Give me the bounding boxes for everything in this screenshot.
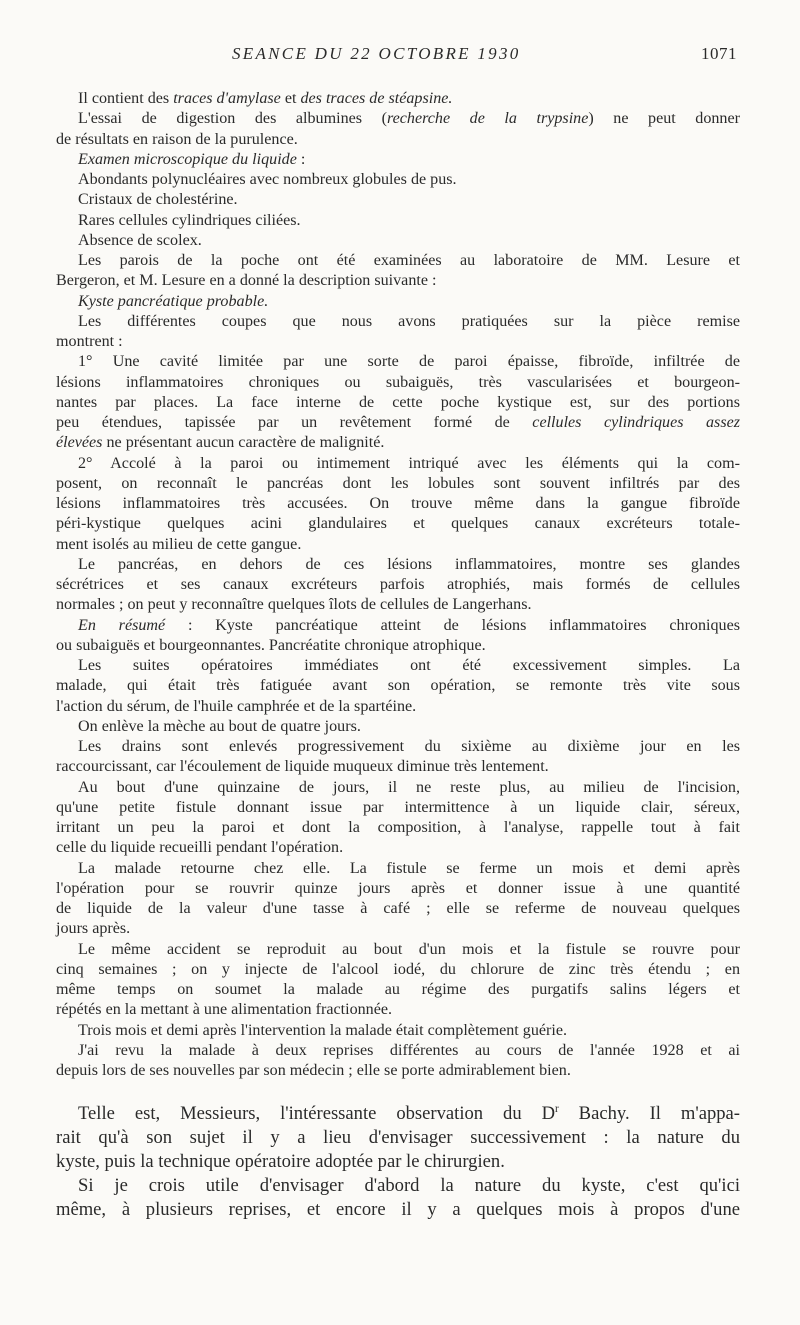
- case-report-line: [56, 676, 740, 696]
- case-report-line: [56, 960, 740, 980]
- case-report-line: [56, 433, 740, 453]
- text-run: celle du liquide recueilli pendant l'opération.: [56, 839, 344, 857]
- case-report-line: [56, 697, 740, 717]
- header-title: SEANCE DU 22 OCTOBRE 1930: [232, 44, 521, 63]
- case-report-line: [56, 595, 740, 615]
- text-run: qu'une petite fistule donnant issue par intermittence à un liquide clair, séreux,: [56, 798, 740, 816]
- case-report-line: [56, 413, 740, 433]
- case-report-line: [56, 454, 740, 474]
- case-report-line: [56, 737, 740, 757]
- text-run: irritant un peu la paroi et dont la composition, à l'analyse, rappelle tout à fait: [56, 819, 740, 836]
- text-run: :: [296, 150, 306, 168]
- text-run: Abondants polynucléaires avec nombreux globules de pus.: [78, 171, 457, 188]
- discussion-line: [56, 1174, 740, 1198]
- case-report-line: [56, 980, 740, 1000]
- running-header: [0, 44, 800, 68]
- text-run: Si je crois utile d'envisager d'abord la nature du kyste, c'est qu'ici: [78, 1175, 740, 1197]
- case-report-line: [56, 292, 740, 312]
- text-run: posent, on reconnaît le pancréas dont les lobules sont souvent infiltrés par des: [56, 474, 740, 492]
- case-report-line: [56, 919, 740, 939]
- text-run: l'action du sérum, de l'huile camphrée et de la spartéine.: [56, 697, 417, 715]
- text-run: Au bout d'une quinzaine de jours, il ne reste plus, au milieu de l'incision,: [78, 778, 740, 796]
- case-report-line: [56, 190, 740, 210]
- text-run: Bergeron, et M. Lesure en a donné la description suivante :: [56, 272, 437, 290]
- text-run: lésions inflammatoires chroniques ou subaiguës, très vascularisées et bourgeon-: [56, 373, 740, 391]
- case-report-line: [56, 109, 740, 129]
- text-run: Absence de scolex.: [78, 231, 202, 249]
- discussion-line: [56, 1198, 740, 1222]
- case-report-line: [56, 332, 740, 352]
- case-report-line: [56, 211, 740, 231]
- case-report-line: [56, 89, 740, 109]
- text-run: peu étendues, tapissée par un revêtement formé de: [56, 414, 533, 431]
- case-report-line: [56, 879, 740, 899]
- case-report-line: [56, 636, 740, 656]
- case-report-line: [56, 940, 740, 960]
- text-run: Trois mois et demi après l'intervention la malade était complètement guérie.: [78, 1021, 568, 1039]
- text-run: montrent :: [56, 333, 123, 350]
- text-run: cinq semaines ; on y injecte de l'alcool iodé, du chlorure de zinc très étendu ; en: [56, 960, 740, 978]
- discussion-text: [56, 1097, 740, 1222]
- text-run: 2° Accolé à la paroi ou intimement intriqué avec les éléments qui la com-: [78, 454, 740, 472]
- italic-text: Examen microscopique du liquide: [78, 150, 297, 168]
- text-run: Les parois de la poche ont été examinées au laboratoire de MM. Lesure et: [78, 252, 740, 269]
- text-run: ment isolés au milieu de cette gangue.: [56, 535, 302, 553]
- case-report-line: [56, 393, 740, 413]
- text-run: de résultats en raison de la purulence.: [56, 130, 298, 148]
- text-run: rait qu'à son sujet il y a lieu d'envisager successivement : la nature du: [56, 1127, 740, 1149]
- case-report-text: [56, 89, 740, 1081]
- text-run: On enlève la mèche au bout de quatre jours.: [78, 717, 361, 735]
- italic-text: recherche de la trypsine: [386, 110, 589, 128]
- italic-text: Kyste pancréatique probable.: [78, 292, 269, 310]
- case-report-line: [56, 798, 740, 818]
- text-run: : Kyste pancréatique atteint de lésions inflammatoires chroniques: [165, 616, 740, 634]
- text-run: même, à plusieurs reprises, et encore il y a quelques mois à propos d'une: [56, 1199, 740, 1221]
- case-report-line: [56, 757, 740, 777]
- text-run: Cristaux de cholestérine.: [78, 191, 238, 209]
- text-run: depuis lors de ses nouvelles par son médecin ; elle se porte admirablement bien.: [56, 1062, 571, 1079]
- case-report-line: [56, 312, 740, 332]
- italic-text: En résumé: [78, 616, 166, 634]
- text-run: Telle est, Messieurs, l'intéressante observation du D: [78, 1103, 556, 1125]
- case-report-line: [56, 656, 740, 676]
- text-run: Le pancréas, en dehors de ces lésions inflammatoires, montre ses glandes: [78, 555, 740, 573]
- text-run: J'ai revu la malade à deux reprises différentes au cours de l'année 1928 et ai: [78, 1041, 740, 1059]
- text-run: et: [280, 90, 301, 107]
- text-run: Il contient des: [78, 90, 174, 107]
- text-run: kyste, puis la technique opératoire adoptée par le chirurgien.: [56, 1151, 505, 1173]
- text-run: péri-kystique quelques acini glandulaires et quelques canaux excréteurs totale-: [56, 515, 740, 533]
- discussion-line: [56, 1126, 740, 1150]
- case-report-line: [56, 818, 740, 838]
- discussion-line: [56, 1150, 740, 1174]
- case-report-line: [56, 1061, 740, 1081]
- text-run: Bachy. Il m'appa-: [558, 1103, 740, 1125]
- case-report-line: [56, 271, 740, 291]
- text-run: jours après.: [56, 920, 131, 938]
- case-report-line: [56, 1000, 740, 1020]
- case-report-line: [56, 1021, 740, 1041]
- case-report-line: [56, 170, 740, 190]
- case-report-line: [56, 555, 740, 575]
- text-run: normales ; on peut y reconnaître quelques îlots de cellules de Langerhans.: [56, 596, 532, 614]
- page-number: 1071: [701, 44, 737, 63]
- text-run: La malade retourne chez elle. La fistule se ferme un mois et demi après: [78, 859, 740, 877]
- case-report-line: [56, 717, 740, 737]
- text-run: lésions inflammatoires très accusées. On trouve même dans la gangue fibroïde: [56, 495, 740, 512]
- text-run: Le même accident se reproduit au bout d'un mois et la fistule se rouvre pour: [78, 940, 740, 958]
- text-run: de liquide de la valeur d'une tasse à café ; elle se referme de nouveau quelques: [56, 900, 740, 917]
- case-report-line: [56, 231, 740, 251]
- text-run: ou subaiguës et bourgeonnantes. Pancréatite chronique atrophique.: [56, 636, 486, 654]
- text-run: ne présentant aucun caractère de malignité.: [102, 434, 385, 452]
- italic-text: des traces de stéapsine.: [300, 90, 453, 107]
- case-report-line: [56, 778, 740, 798]
- italic-text: traces d'amylase: [173, 90, 281, 107]
- case-report-line: [56, 575, 740, 595]
- text-run: répétés en la mettant à une alimentation fractionnée.: [56, 1001, 393, 1019]
- case-report-line: [56, 514, 740, 534]
- case-report-line: [56, 616, 740, 636]
- case-report-line: [56, 373, 740, 393]
- text-run: l'opération pour se rouvrir quinze jours après et donner issue à une quantité: [56, 879, 740, 897]
- discussion-line: [56, 1097, 740, 1126]
- text-run: L'essai de digestion des albumines (: [78, 110, 387, 128]
- text-run: Les suites opératoires immédiates ont été excessivement simples. La: [78, 657, 740, 674]
- text-run: même temps on soumet la malade au régime des purgatifs salins légers et: [56, 981, 740, 998]
- case-report-line: [56, 352, 740, 372]
- case-report-line: [56, 535, 740, 555]
- italic-text: élevées: [56, 434, 103, 452]
- case-report-line: [56, 899, 740, 919]
- case-report-line: [56, 838, 740, 858]
- text-run: sécrétrices et ses canaux excréteurs parfois atrophiés, mais formés de cellules: [56, 576, 740, 593]
- text-run: ) ne peut donner: [588, 110, 740, 128]
- text-run: nantes par places. La face interne de cette poche kystique est, sur des portions: [56, 393, 740, 411]
- case-report-line: [56, 1041, 740, 1061]
- text-run: Les drains sont enlevés progressivement du sixième au dixième jour en les: [78, 738, 740, 755]
- text-run: raccourcissant, car l'écoulement de liquide muqueux diminue très lentement.: [56, 758, 549, 776]
- text-run: 1° Une cavité limitée par une sorte de paroi épaisse, fibroïde, infiltrée de: [78, 353, 740, 371]
- case-report-line: [56, 150, 740, 170]
- case-report-line: [56, 494, 740, 514]
- text-run: r: [555, 1103, 559, 1115]
- case-report-line: [56, 859, 740, 879]
- text-run: Les différentes coupes que nous avons pratiquées sur la pièce remise: [78, 312, 740, 330]
- italic-text: cellules cylindriques assez: [532, 414, 740, 431]
- text-run: Rares cellules cylindriques ciliées.: [78, 211, 301, 229]
- case-report-line: [56, 474, 740, 494]
- text-run: malade, qui était très fatiguée avant son opération, se remonte très vite sous: [56, 677, 740, 695]
- case-report-line: [56, 251, 740, 271]
- case-report-line: [56, 130, 740, 150]
